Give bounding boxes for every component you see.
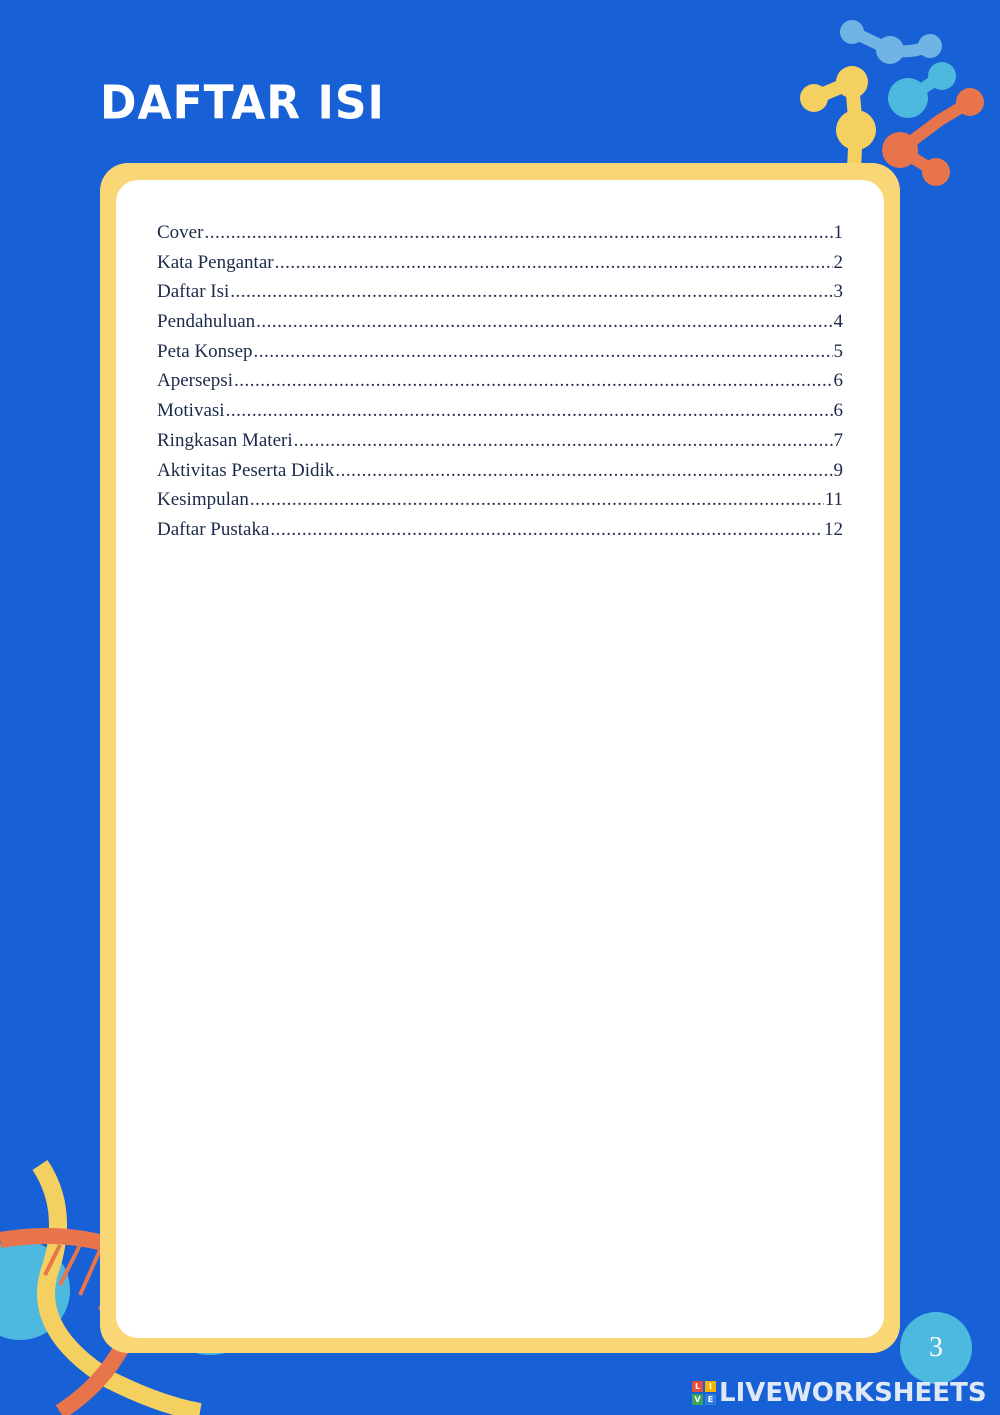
watermark-text: LIVEWORKSHEETS [719,1378,987,1408]
toc-label: Peta Konsep [157,340,253,362]
toc-leader [204,222,832,244]
toc-page-number: 4 [833,311,843,333]
toc-leader [234,370,833,392]
toc-leader [294,430,833,452]
toc-label: Kata Pengantar [157,251,274,273]
toc-label: Ringkasan Materi [157,429,293,451]
toc-row-daftar-isi[interactable] [157,281,843,311]
toc-leader [226,400,833,422]
toc-row-pendahuluan[interactable] [157,311,843,341]
page-number-badge: 3 [900,1312,972,1384]
logo-letter: E [705,1394,716,1405]
toc-page-number: 6 [833,370,843,392]
logo-letter: L [692,1381,703,1392]
toc-page-number: 2 [833,251,843,273]
toc-page-number: 5 [833,340,843,362]
toc-label: Pendahuluan [157,311,256,333]
toc-row-ringkasan-materi[interactable] [157,430,843,460]
toc-label: Kesimpulan [157,489,249,511]
toc-label: Aktivitas Peserta Didik [157,459,335,481]
toc-row-cover[interactable] [157,222,843,252]
toc-leader [256,311,832,333]
toc-label: Apersepsi [157,370,233,392]
toc-row-aktivitas-peserta-didik[interactable] [157,460,843,490]
liveworksheets-logo-icon [692,1381,716,1405]
table-of-contents [157,222,843,549]
logo-letter: V [692,1394,703,1405]
toc-label: Daftar Pustaka [157,518,270,540]
toc-row-daftar-pustaka[interactable] [157,519,843,549]
toc-page-number: 7 [833,429,843,451]
toc-leader [250,489,824,511]
toc-page-number: 9 [833,459,843,481]
toc-page-number: 11 [824,489,843,511]
toc-page-number: 12 [824,518,843,540]
liveworksheets-watermark [692,1378,987,1408]
toc-page-number: 3 [833,281,843,303]
page-title: DAFTAR ISI [100,76,385,131]
toc-label: Cover [157,222,204,243]
toc-row-motivasi[interactable] [157,400,843,430]
logo-letter: I [705,1381,716,1392]
toc-row-peta-konsep[interactable] [157,341,843,371]
toc-label: Daftar Isi [157,281,230,303]
toc-page-number: 6 [833,400,843,422]
toc-leader [270,519,823,541]
toc-row-kata-pengantar[interactable] [157,252,843,282]
toc-leader [254,341,833,363]
toc-leader [275,252,833,274]
toc-page-number: 1 [833,222,843,243]
toc-row-apersepsi[interactable] [157,370,843,400]
toc-leader [230,281,832,303]
toc-row-kesimpulan[interactable] [157,489,843,519]
toc-label: Motivasi [157,400,225,422]
toc-leader [335,460,832,482]
